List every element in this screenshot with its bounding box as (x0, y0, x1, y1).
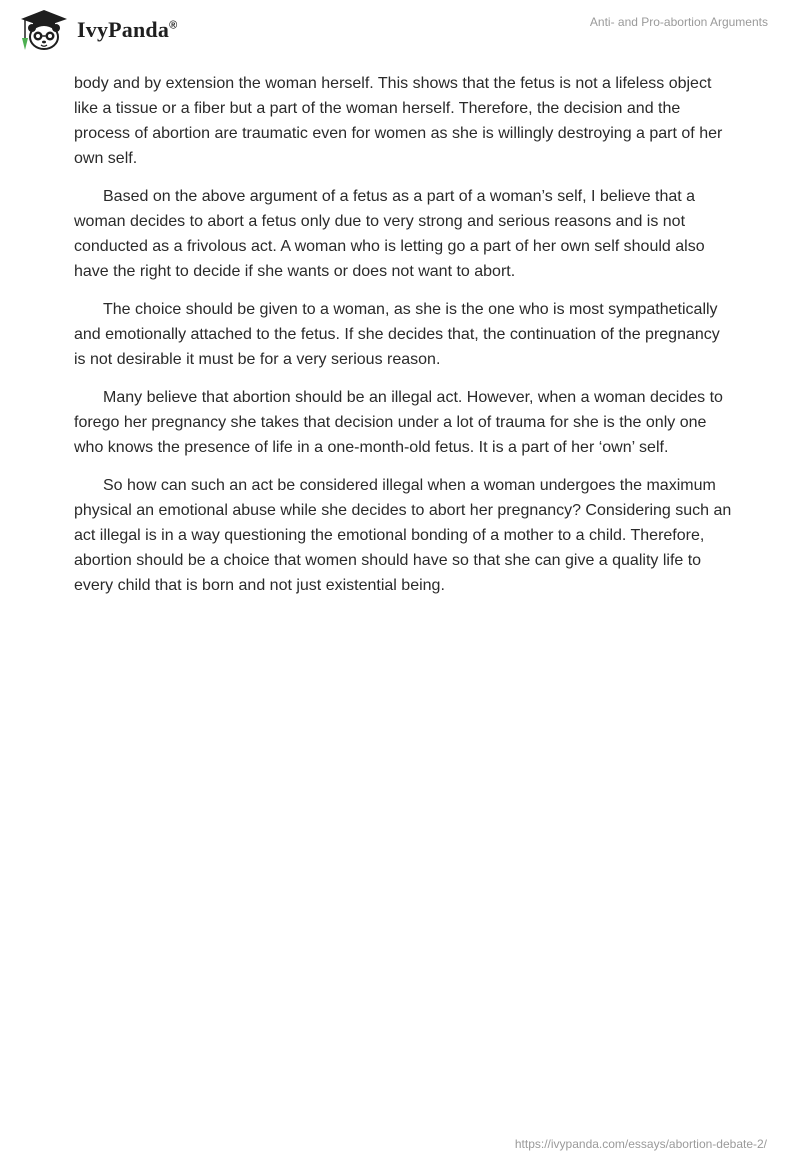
paragraph: Many believe that abortion should be an illegal act. However, when a woman decides to forego her pregnancy she takes that decision under a lot of trauma for she is the only one who knows the presence of life in a one-month-old fetus. It is a part of her ‘own’ self. (74, 389, 723, 456)
document-title: Anti- and Pro-abortion Arguments (589, 15, 768, 29)
essay-body (74, 71, 734, 611)
paragraph: body and by extension the woman herself. This shows that the fetus is not a lifeless object like a tissue or a fiber but a part of the woman herself. Therefore, the decision and the process of abortion are traumatic even for women as she is willingly destroying a part of her own self. (74, 75, 723, 167)
registered-mark: ® (169, 19, 178, 32)
brand-logo[interactable] (15, 8, 177, 52)
paragraph: So how can such an act be considered illegal when a woman undergoes the maximum physical an emotional abuse while she decides to abort her pregnancy? Considering such an act illegal is in a way questioning the emotional bonding of a mother to a child. Therefore, abortion should be a choice that women should have so that she can give a quality life to every child that is born and not just existential being. (74, 477, 732, 594)
paragraph: Based on the above argument of a fetus as a part of a woman’s self, I believe that a woman decides to abort a fetus only due to very strong and serious reasons and is not conducted as a frivolous act. A woman who is letting go a part of her own self should also have the right to decide if she wants or does not want to abort. (74, 188, 705, 280)
source-url[interactable]: https://ivypanda.com/essays/abortion-debate-2/ (514, 1137, 767, 1151)
panda-graduate-icon (15, 8, 73, 52)
brand-name: IvyPanda® (77, 17, 178, 42)
page-header (0, 0, 800, 70)
paragraph: The choice should be given to a woman, as she is the one who is most sympathetically and emotionally attached to the fetus. If she decides that, the continuation of the pregnancy is not desirable it must be for a very serious reason. (74, 301, 720, 368)
